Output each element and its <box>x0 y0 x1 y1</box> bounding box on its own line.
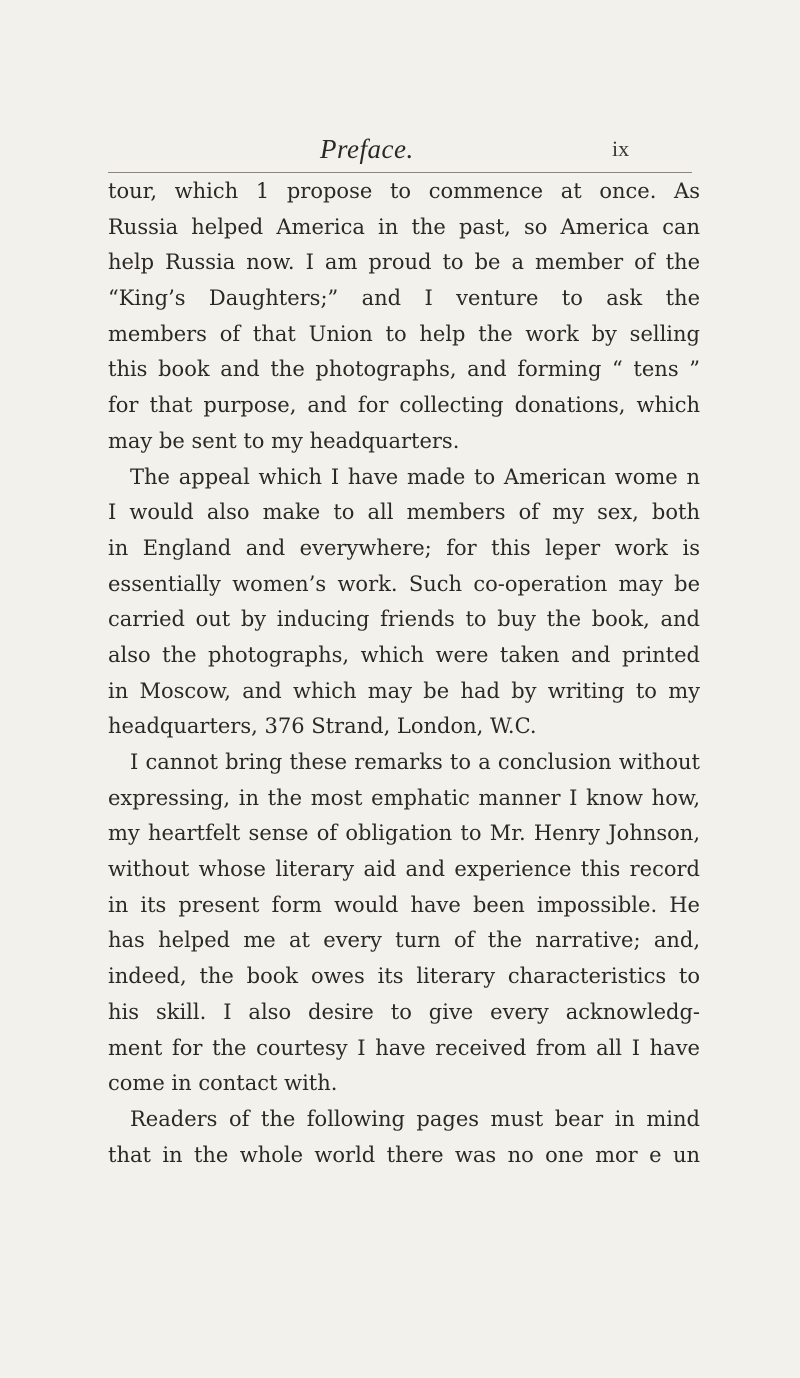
text-line: carried out by inducing friends to buy the book, and <box>108 607 700 632</box>
text-line: members of that Union to help the work by selling <box>108 321 700 346</box>
text-line: in England and everywhere; for this leper work is <box>108 535 700 560</box>
running-title: Preface. <box>320 134 414 164</box>
header-rule <box>108 172 692 173</box>
text-line: this book and the photographs, and forming “ tens ” <box>108 357 700 382</box>
text-line: headquarters, 376 Strand, London, W.C. <box>108 714 537 739</box>
text-line: also the photographs, which were taken and printed <box>108 642 700 667</box>
text-line: tour, which 1 propose to commence at once. As <box>108 179 700 203</box>
paragraph-start-line: Readers of the following pages must bear in mind <box>130 1106 700 1131</box>
text-line: my heartfelt sense of obligation to Mr. Henry Johnson, <box>108 821 700 846</box>
text-line: in Moscow, and which may be had by writing to my <box>108 678 700 703</box>
paragraph-start-line: The appeal which I have made to American wome n <box>130 464 700 489</box>
text-line: without whose literary aid and experience this record <box>108 857 700 882</box>
text-line: come in contact with. <box>108 1071 338 1096</box>
text-line: “King’s Daughters;” and I venture to ask the <box>108 286 700 311</box>
text-line: help Russia now. I am proud to be a member of the <box>108 250 700 275</box>
page-number: ix <box>612 136 630 161</box>
text-line: I would also make to all members of my sex, both <box>108 500 700 525</box>
text-line: his skill. I also desire to give every acknowledg- <box>108 999 700 1024</box>
text-line: essentially women’s work. Such co-operation may be <box>108 571 700 596</box>
text-line: has helped me at every turn of the narrative; and, <box>108 928 700 953</box>
running-head <box>0 126 800 166</box>
text-line: expressing, in the most emphatic manner I know how, <box>108 785 700 810</box>
text-line: for that purpose, and for collecting donations, which <box>108 393 700 418</box>
text-line: may be sent to my headquarters. <box>108 428 460 453</box>
text-line: Russia helped America in the past, so America can <box>108 214 700 239</box>
text-line: in its present form would have been impossible. He <box>108 892 700 917</box>
paragraph-start-line: I cannot bring these remarks to a conclusion without <box>130 750 700 774</box>
text-line: ment for the courtesy I have received from all I have <box>108 1035 700 1060</box>
text-line: that in the whole world there was no one mor e un <box>108 1142 700 1167</box>
body-text <box>108 174 700 1173</box>
text-line: indeed, the book owes its literary characteristics to <box>108 964 700 989</box>
